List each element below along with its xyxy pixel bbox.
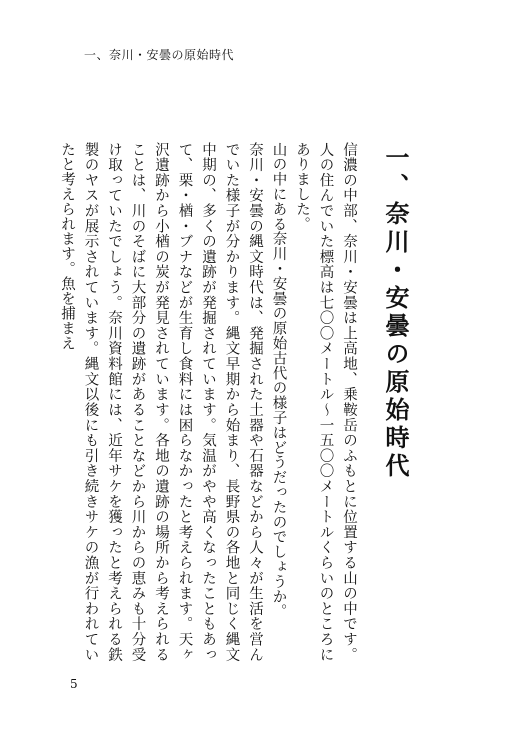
paragraph: 信濃の中部、奈川・安曇は上高地、乗鞍岳のふもとに位置する山の中です。人の住んでいた標高は七〇〇メートル～一五〇〇メートルくらいのところにありました。 <box>294 142 357 662</box>
running-head: 一、奈川・安曇の原始時代 <box>84 48 235 62</box>
paragraph: 奈川・安曇の縄文時代は、発掘された土器や石器などから人々が生活を営んでいた様子が分かります。縄文早期から始まり、長野県の各地と同じく縄文中期の、多くの遺跡が発掘されています。気温がやや高くなったこともあって、栗・楢・ブナなどが生育し食料には困らなかったと考えられます。天ヶ沢遺跡から小楢の炭が発見されています。各地の遺跡の場所から考えられることは、川のそばに大部分の遺跡があることなどから川からの恵みも十分受け取っていたでしょう。奈川資料館には、近年サケを獲ったと考えられる鉄製のヤスが展示されています。縄文以後にも引き続きサケの漁が行われていたと考えられます。魚を捕まえ <box>59 142 263 662</box>
chapter-title: 一、奈川・安曇の原始時代 <box>381 145 410 481</box>
paragraph: 山の中にある奈川・安曇の原始古代の様子はどうだったのでしょうか。 <box>270 142 287 619</box>
body-text <box>59 142 360 662</box>
page-number: 5 <box>70 677 78 691</box>
